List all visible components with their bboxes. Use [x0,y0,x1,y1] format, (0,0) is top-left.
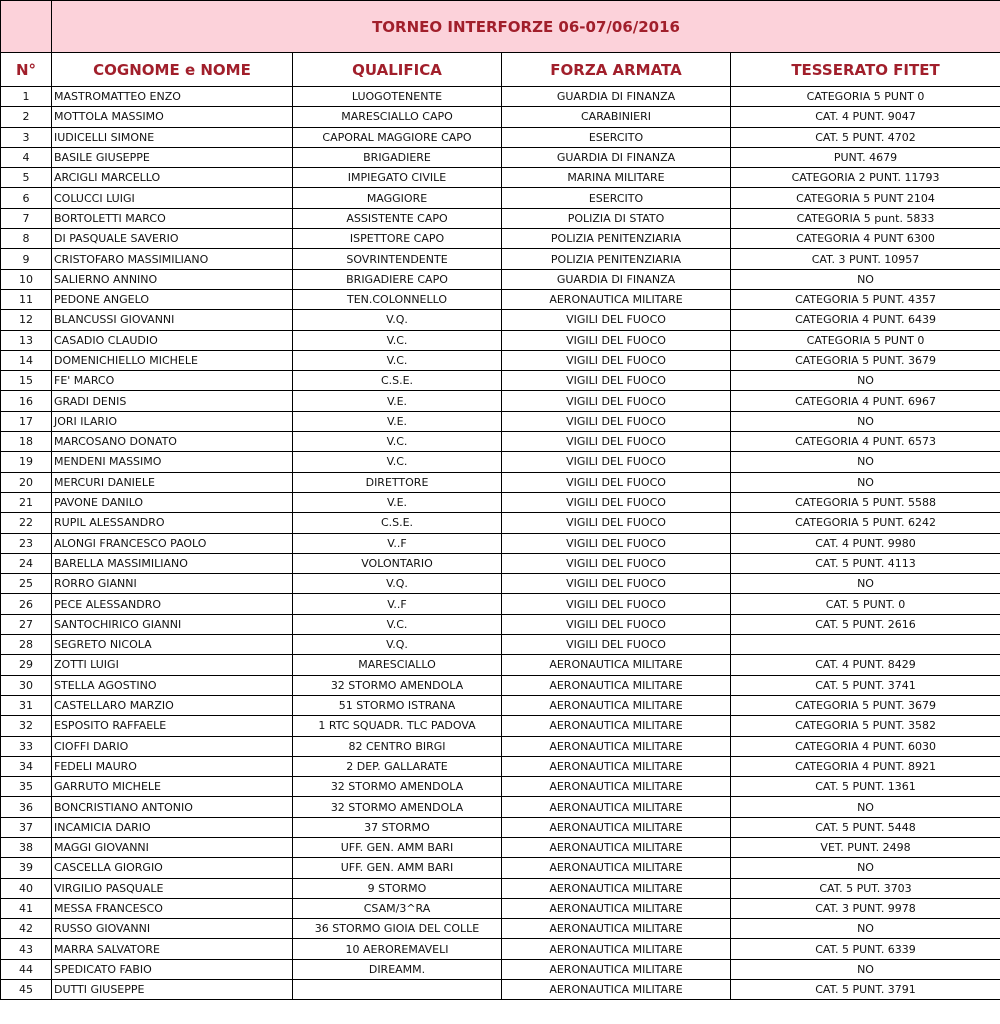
table-row [1,574,1000,594]
armed-force-cell: AERONAUTICA MILITARE [502,980,731,1000]
table-row [1,229,1000,249]
participant-name: MERCURI DANIELE [52,472,293,492]
row-number: 42 [1,919,52,939]
row-number: 37 [1,817,52,837]
table-row [1,777,1000,797]
fitet-cell: CATEGORIA 5 PUNT 0 [731,330,1000,350]
table-row [1,208,1000,228]
rank-cell: V.E. [293,492,502,512]
rank-cell: V.C. [293,452,502,472]
fitet-cell: NO [731,269,1000,289]
row-number: 40 [1,878,52,898]
participant-name: ESPOSITO RAFFAELE [52,716,293,736]
participant-name: CASADIO CLAUDIO [52,330,293,350]
participant-name: GRADI DENIS [52,391,293,411]
participant-name: MOTTOLA MASSIMO [52,107,293,127]
armed-force-cell: AERONAUTICA MILITARE [502,858,731,878]
participant-name: STELLA AGOSTINO [52,675,293,695]
armed-force-cell: VIGILI DEL FUOCO [502,350,731,370]
title-corner-cell [1,1,52,53]
rank-cell: DIREAMM. [293,959,502,979]
column-header-name: COGNOME e NOME [52,53,293,87]
table-row [1,797,1000,817]
row-number: 45 [1,980,52,1000]
rank-cell: 10 AEROREMAVELI [293,939,502,959]
armed-force-cell: AERONAUTICA MILITARE [502,919,731,939]
table-row [1,939,1000,959]
armed-force-cell: AERONAUTICA MILITARE [502,655,731,675]
armed-force-cell: POLIZIA PENITENZIARIA [502,229,731,249]
rank-cell: 2 DEP. GALLARATE [293,756,502,776]
row-number: 38 [1,837,52,857]
armed-force-cell: AERONAUTICA MILITARE [502,797,731,817]
row-number: 24 [1,553,52,573]
row-number: 6 [1,188,52,208]
rank-cell: 32 STORMO AMENDOLA [293,777,502,797]
armed-force-cell: VIGILI DEL FUOCO [502,411,731,431]
armed-force-cell: ESERCITO [502,127,731,147]
armed-force-cell: AERONAUTICA MILITARE [502,756,731,776]
armed-force-cell: AERONAUTICA MILITARE [502,695,731,715]
fitet-cell: CATEGORIA 4 PUNT. 6030 [731,736,1000,756]
column-header-number: N° [1,53,52,87]
row-number: 35 [1,777,52,797]
armed-force-cell: POLIZIA DI STATO [502,208,731,228]
rank-cell [293,980,502,1000]
participant-name: PEDONE ANGELO [52,289,293,309]
participant-name: SPEDICATO FABIO [52,959,293,979]
rank-cell: 1 RTC SQUADR. TLC PADOVA [293,716,502,736]
participant-name: INCAMICIA DARIO [52,817,293,837]
row-number: 21 [1,492,52,512]
table-row [1,350,1000,370]
fitet-cell: NO [731,797,1000,817]
table-row [1,127,1000,147]
participant-name: COLUCCI LUIGI [52,188,293,208]
rank-cell: 51 STORMO ISTRANA [293,695,502,715]
armed-force-cell: AERONAUTICA MILITARE [502,777,731,797]
rank-cell: V.C. [293,330,502,350]
rank-cell: V.Q. [293,310,502,330]
row-number: 10 [1,269,52,289]
armed-force-cell: ESERCITO [502,188,731,208]
armed-force-cell: AERONAUTICA MILITARE [502,675,731,695]
table-row [1,635,1000,655]
rank-cell: 36 STORMO GIOIA DEL COLLE [293,919,502,939]
fitet-cell: CAT. 5 PUNT. 1361 [731,777,1000,797]
rank-cell: MAGGIORE [293,188,502,208]
rank-cell: 32 STORMO AMENDOLA [293,675,502,695]
rank-cell: V.C. [293,432,502,452]
row-number: 2 [1,107,52,127]
rank-cell: C.S.E. [293,371,502,391]
table-row [1,188,1000,208]
table-row [1,411,1000,431]
fitet-cell: CAT. 4 PUNT. 8429 [731,655,1000,675]
participant-name: ARCIGLI MARCELLO [52,168,293,188]
table-row [1,553,1000,573]
fitet-cell: CATEGORIA 5 PUNT 0 [731,87,1000,107]
table-row [1,432,1000,452]
fitet-cell: VET. PUNT. 2498 [731,837,1000,857]
participant-name: MARRA SALVATORE [52,939,293,959]
rank-cell: LUOGOTENENTE [293,87,502,107]
fitet-cell: CAT. 4 PUNT. 9980 [731,533,1000,553]
row-number: 8 [1,229,52,249]
row-number: 26 [1,594,52,614]
fitet-cell: CAT. 5 PUNT. 2616 [731,614,1000,634]
rank-cell: C.S.E. [293,513,502,533]
title-row [1,1,1000,53]
rank-cell: TEN.COLONNELLO [293,289,502,309]
table-row [1,513,1000,533]
participant-name: MASTROMATTEO ENZO [52,87,293,107]
rank-cell: 32 STORMO AMENDOLA [293,797,502,817]
fitet-cell: CATEGORIA 5 PUNT. 3679 [731,695,1000,715]
participant-name: JORI ILARIO [52,411,293,431]
rank-cell: MARESCIALLO [293,655,502,675]
row-number: 39 [1,858,52,878]
participant-name: VIRGILIO PASQUALE [52,878,293,898]
armed-force-cell: VIGILI DEL FUOCO [502,371,731,391]
fitet-cell: CATEGORIA 4 PUNT 6300 [731,229,1000,249]
rank-cell: IMPIEGATO CIVILE [293,168,502,188]
row-number: 31 [1,695,52,715]
armed-force-cell: VIGILI DEL FUOCO [502,553,731,573]
column-header-armed-force: FORZA ARMATA [502,53,731,87]
participant-name: CASTELLARO MARZIO [52,695,293,715]
fitet-cell: NO [731,371,1000,391]
row-number: 14 [1,350,52,370]
fitet-cell: PUNT. 4679 [731,147,1000,167]
row-number: 32 [1,716,52,736]
armed-force-cell: VIGILI DEL FUOCO [502,452,731,472]
armed-force-cell: VIGILI DEL FUOCO [502,472,731,492]
rank-cell: V.E. [293,391,502,411]
table-row [1,614,1000,634]
tournament-title: TORNEO INTERFORZE 06-07/06/2016 [52,1,1000,53]
participant-name: BLANCUSSI GIOVANNI [52,310,293,330]
participant-name: RORRO GIANNI [52,574,293,594]
participant-name: RUPIL ALESSANDRO [52,513,293,533]
row-number: 9 [1,249,52,269]
participant-name: BORTOLETTI MARCO [52,208,293,228]
fitet-cell [731,635,1000,655]
participant-name: IUDICELLI SIMONE [52,127,293,147]
row-number: 29 [1,655,52,675]
armed-force-cell: VIGILI DEL FUOCO [502,432,731,452]
participant-name: BARELLA MASSIMILIANO [52,553,293,573]
table-row [1,87,1000,107]
table-row [1,675,1000,695]
participant-name: CRISTOFARO MASSIMILIANO [52,249,293,269]
armed-force-cell: POLIZIA PENITENZIARIA [502,249,731,269]
fitet-cell: NO [731,411,1000,431]
fitet-cell: CATEGORIA 4 PUNT. 6573 [731,432,1000,452]
row-number: 30 [1,675,52,695]
row-number: 1 [1,87,52,107]
rank-cell: CSAM/3^RA [293,898,502,918]
participant-name: MENDENI MASSIMO [52,452,293,472]
table-row [1,391,1000,411]
table-row [1,168,1000,188]
rank-cell: BRIGADIERE CAPO [293,269,502,289]
fitet-cell: CAT. 5 PUNT. 6339 [731,939,1000,959]
rank-cell: V..F [293,533,502,553]
row-number: 13 [1,330,52,350]
table-body [1,87,1000,1000]
table-row [1,655,1000,675]
participant-name: MESSA FRANCESCO [52,898,293,918]
row-number: 12 [1,310,52,330]
fitet-cell: CAT. 3 PUNT. 10957 [731,249,1000,269]
fitet-cell: CAT. 5 PUT. 3703 [731,878,1000,898]
fitet-cell: CATEGORIA 5 PUNT. 4357 [731,289,1000,309]
fitet-cell: NO [731,574,1000,594]
participant-name: GARRUTO MICHELE [52,777,293,797]
armed-force-cell: GUARDIA DI FINANZA [502,147,731,167]
fitet-cell: CATEGORIA 5 PUNT 2104 [731,188,1000,208]
armed-force-cell: VIGILI DEL FUOCO [502,635,731,655]
armed-force-cell: AERONAUTICA MILITARE [502,878,731,898]
armed-force-cell: AERONAUTICA MILITARE [502,736,731,756]
participant-name: CASCELLA GIORGIO [52,858,293,878]
participant-name: DI PASQUALE SAVERIO [52,229,293,249]
rank-cell: UFF. GEN. AMM BARI [293,858,502,878]
fitet-cell: CAT. 5 PUNT. 4702 [731,127,1000,147]
column-header-rank: QUALIFICA [293,53,502,87]
fitet-cell: CATEGORIA 4 PUNT. 6967 [731,391,1000,411]
armed-force-cell: GUARDIA DI FINANZA [502,87,731,107]
table-row [1,716,1000,736]
table-row [1,492,1000,512]
row-number: 19 [1,452,52,472]
armed-force-cell: AERONAUTICA MILITARE [502,817,731,837]
fitet-cell: CAT. 5 PUNT. 0 [731,594,1000,614]
row-number: 44 [1,959,52,979]
rank-cell: BRIGADIERE [293,147,502,167]
rank-cell: V..F [293,594,502,614]
participant-name: PAVONE DANILO [52,492,293,512]
rank-cell: V.Q. [293,574,502,594]
fitet-cell: CATEGORIA 5 PUNT. 5588 [731,492,1000,512]
rank-cell: ASSISTENTE CAPO [293,208,502,228]
table-row [1,310,1000,330]
row-number: 18 [1,432,52,452]
row-number: 27 [1,614,52,634]
fitet-cell: CATEGORIA 5 PUNT. 6242 [731,513,1000,533]
fitet-cell: CAT. 4 PUNT. 9047 [731,107,1000,127]
table-row [1,452,1000,472]
participant-name: ALONGI FRANCESCO PAOLO [52,533,293,553]
fitet-cell: NO [731,472,1000,492]
participant-name: DUTTI GIUSEPPE [52,980,293,1000]
fitet-cell: CAT. 5 PUNT. 3741 [731,675,1000,695]
fitet-cell: CATEGORIA 4 PUNT. 6439 [731,310,1000,330]
rank-cell: ISPETTORE CAPO [293,229,502,249]
table-row [1,898,1000,918]
participant-name: CIOFFI DARIO [52,736,293,756]
rank-cell: UFF. GEN. AMM BARI [293,837,502,857]
armed-force-cell: AERONAUTICA MILITARE [502,837,731,857]
row-number: 25 [1,574,52,594]
table-row [1,249,1000,269]
participant-name: PECE ALESSANDRO [52,594,293,614]
armed-force-cell: GUARDIA DI FINANZA [502,269,731,289]
row-number: 15 [1,371,52,391]
row-number: 17 [1,411,52,431]
table-row [1,878,1000,898]
rank-cell: 37 STORMO [293,817,502,837]
rank-cell: CAPORAL MAGGIORE CAPO [293,127,502,147]
rank-cell: SOVRINTENDENTE [293,249,502,269]
rank-cell: V.E. [293,411,502,431]
armed-force-cell: MARINA MILITARE [502,168,731,188]
fitet-cell: CATEGORIA 5 punt. 5833 [731,208,1000,228]
table-row [1,533,1000,553]
armed-force-cell: VIGILI DEL FUOCO [502,614,731,634]
row-number: 20 [1,472,52,492]
row-number: 7 [1,208,52,228]
table-row [1,107,1000,127]
participant-name: DOMENICHIELLO MICHELE [52,350,293,370]
participant-name: SALIERNO ANNINO [52,269,293,289]
rank-cell: V.Q. [293,635,502,655]
row-number: 5 [1,168,52,188]
rank-cell: 82 CENTRO BIRGI [293,736,502,756]
table-row [1,858,1000,878]
fitet-cell: CAT. 5 PUNT. 5448 [731,817,1000,837]
participant-name: ZOTTI LUIGI [52,655,293,675]
armed-force-cell: VIGILI DEL FUOCO [502,574,731,594]
participant-name: FE' MARCO [52,371,293,391]
armed-force-cell: AERONAUTICA MILITARE [502,898,731,918]
row-number: 4 [1,147,52,167]
participant-name: MAGGI GIOVANNI [52,837,293,857]
armed-force-cell: AERONAUTICA MILITARE [502,959,731,979]
armed-force-cell: VIGILI DEL FUOCO [502,513,731,533]
table-row [1,837,1000,857]
armed-force-cell: AERONAUTICA MILITARE [502,289,731,309]
fitet-cell: CATEGORIA 5 PUNT. 3582 [731,716,1000,736]
table-row [1,472,1000,492]
participant-name: BASILE GIUSEPPE [52,147,293,167]
fitet-cell: CATEGORIA 4 PUNT. 8921 [731,756,1000,776]
fitet-cell: NO [731,959,1000,979]
row-number: 11 [1,289,52,309]
rank-cell: 9 STORMO [293,878,502,898]
armed-force-cell: VIGILI DEL FUOCO [502,594,731,614]
armed-force-cell: VIGILI DEL FUOCO [502,310,731,330]
row-number: 36 [1,797,52,817]
participant-name: FEDELI MAURO [52,756,293,776]
row-number: 3 [1,127,52,147]
rank-cell: MARESCIALLO CAPO [293,107,502,127]
rank-cell: V.C. [293,350,502,370]
participant-name: RUSSO GIOVANNI [52,919,293,939]
fitet-cell: CATEGORIA 2 PUNT. 11793 [731,168,1000,188]
table-row [1,980,1000,1000]
fitet-cell: CAT. 5 PUNT. 3791 [731,980,1000,1000]
row-number: 16 [1,391,52,411]
table-row [1,269,1000,289]
row-number: 23 [1,533,52,553]
armed-force-cell: AERONAUTICA MILITARE [502,716,731,736]
row-number: 22 [1,513,52,533]
row-number: 28 [1,635,52,655]
fitet-cell: NO [731,919,1000,939]
armed-force-cell: VIGILI DEL FUOCO [502,492,731,512]
participant-name: SEGRETO NICOLA [52,635,293,655]
table-row [1,756,1000,776]
participant-name: MARCOSANO DONATO [52,432,293,452]
column-header-fitet: TESSERATO FITET [731,53,1000,87]
fitet-cell: CATEGORIA 5 PUNT. 3679 [731,350,1000,370]
fitet-cell: NO [731,452,1000,472]
armed-force-cell: CARABINIERI [502,107,731,127]
table-row [1,147,1000,167]
table-row [1,594,1000,614]
rank-cell: VOLONTARIO [293,553,502,573]
table-row [1,289,1000,309]
table-row [1,959,1000,979]
header-row [1,53,1000,87]
table-row [1,919,1000,939]
armed-force-cell: VIGILI DEL FUOCO [502,533,731,553]
rank-cell: DIRETTORE [293,472,502,492]
row-number: 33 [1,736,52,756]
table-row [1,736,1000,756]
table-row [1,330,1000,350]
fitet-cell: CAT. 3 PUNT. 9978 [731,898,1000,918]
table-row [1,371,1000,391]
armed-force-cell: VIGILI DEL FUOCO [502,391,731,411]
participant-name: BONCRISTIANO ANTONIO [52,797,293,817]
table-row [1,695,1000,715]
armed-force-cell: VIGILI DEL FUOCO [502,330,731,350]
rank-cell: V.C. [293,614,502,634]
armed-force-cell: AERONAUTICA MILITARE [502,939,731,959]
participant-name: SANTOCHIRICO GIANNI [52,614,293,634]
fitet-cell: NO [731,858,1000,878]
row-number: 43 [1,939,52,959]
row-number: 41 [1,898,52,918]
fitet-cell: CAT. 5 PUNT. 4113 [731,553,1000,573]
table-row [1,817,1000,837]
row-number: 34 [1,756,52,776]
